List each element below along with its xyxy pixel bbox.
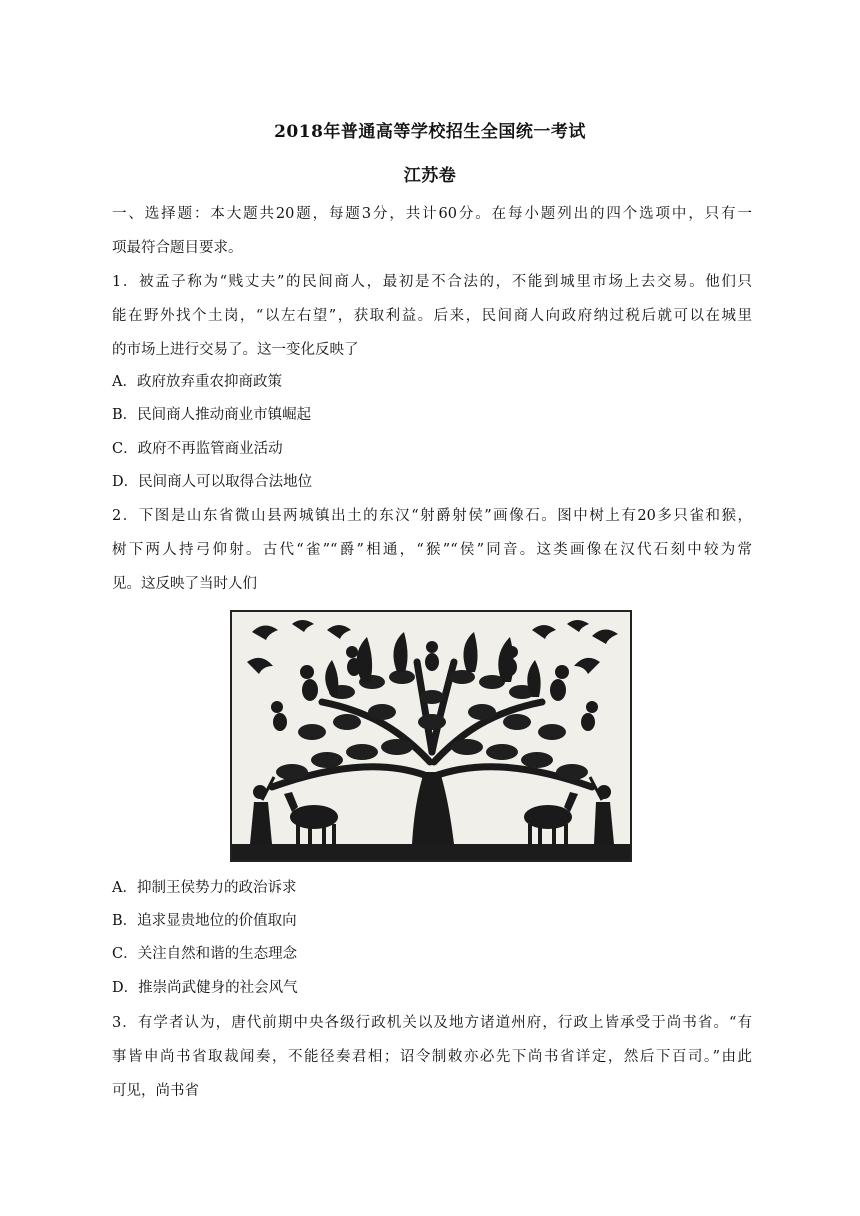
q1-option-a: A．政府放弃重农抑商政策 <box>112 374 282 390</box>
section-instruction-line-2: 项最符合题目要求。 <box>112 240 243 256</box>
q1-option-d: D．民间商人可以取得合法地位 <box>112 474 313 490</box>
q3-stem-line-3: 可见，尚书省 <box>112 1083 199 1099</box>
q2-stem-line-2: 树下两人持弓仰射。古代“雀”“爵”相通，“猴”“侯”同音。这类画像在汉代石刻中较为常 <box>112 542 752 558</box>
q2-stem-line-3: 见。这反映了当时人们 <box>112 576 257 592</box>
q3-stem-line-2: 事皆申尚书省取裁闻奏，不能径奏君相；诏令制敕亦必先下尚书省详定，然后下百司。”由此 <box>112 1049 752 1065</box>
exam-title: 2018年普通高等学校招生全国统一考试 <box>274 122 586 142</box>
q2-option-b: B．追求显贵地位的价值取向 <box>112 913 297 929</box>
q1-option-c: C．政府不再监管商业活动 <box>112 441 283 457</box>
q1-stem-line-1: 1．被孟子称为“贱丈夫”的民间商人，最初是不合法的，不能到城里市场上去交易。他们只 <box>112 274 752 290</box>
section-instruction-line-1: 一、选择题：本大题共20题，每题3分，共计60分。在每小题列出的四个选项中，只有一 <box>112 206 752 222</box>
han-stone-relief-image <box>230 610 632 862</box>
exam-subtitle: 江苏卷 <box>403 166 457 186</box>
q2-option-c: C．关注自然和谐的生态理念 <box>112 946 298 962</box>
q3-stem-line-1: 3．有学者认为，唐代前期中央各级行政机关以及地方诸道州府，行政上皆承受于尚书省。“有 <box>112 1015 752 1031</box>
q2-option-d: D．推崇尚武健身的社会风气 <box>112 980 298 996</box>
q1-stem-line-2: 能在野外找个土岗，“以左右望”，获取利益。后来，民间商人向政府纳过税后就可以在城里 <box>112 308 752 324</box>
q2-option-a: A．抑制王侯势力的政治诉求 <box>112 880 297 896</box>
q2-stem-line-1: 2．下图是山东省微山县两城镇出土的东汉“射爵射侯”画像石。图中树上有20多只雀和猴， <box>112 508 752 524</box>
q1-option-b: B．民间商人推动商业市镇崛起 <box>112 407 312 423</box>
q1-stem-line-3: 的市场上进行交易了。这一变化反映了 <box>112 342 359 358</box>
